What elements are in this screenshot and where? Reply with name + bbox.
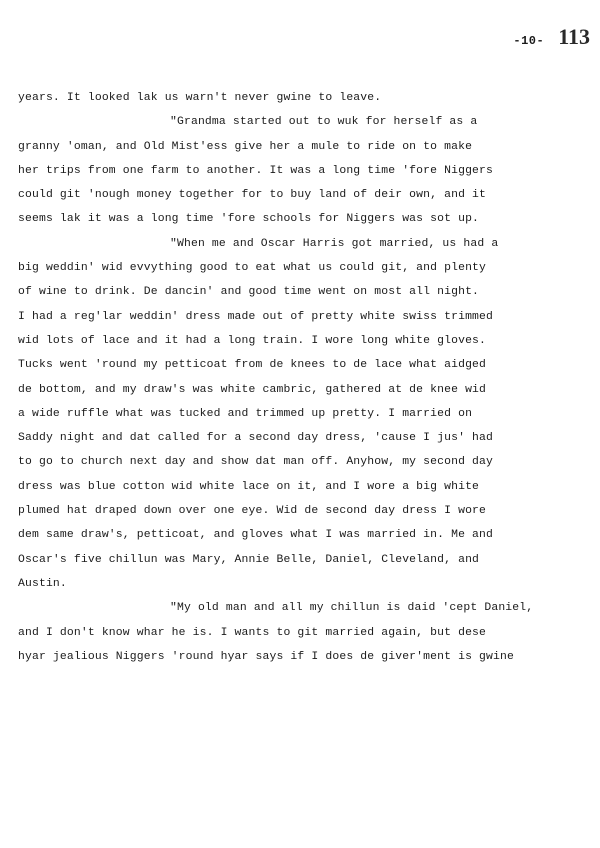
page-marker: -10- <box>513 34 545 48</box>
text-line: Oscar's five chillun was Mary, Annie Belle, Daniel, Cleveland, and <box>18 553 480 566</box>
text-line: dress was blue cotton wid white lace on it, and I wore a big white <box>18 480 480 493</box>
text-line: de bottom, and my draw's was white cambric, gathered at de knee wid <box>18 383 487 396</box>
text-line: her trips from one farm to another. It was a long time 'fore Niggers <box>18 164 494 177</box>
text-line: and I don't know whar he is. I wants to git married again, but dese <box>18 626 487 639</box>
text-line: Austin. <box>18 577 67 590</box>
text-line: wid lots of lace and it had a long train. I wore long white gloves. <box>18 334 487 347</box>
text-line: of wine to drink. De dancin' and good time went on most all night. <box>18 286 480 299</box>
text-line: to go to church next day and show dat man off. Anyhow, my second day <box>18 456 494 469</box>
paragraph-start-line: "Grandma started out to wuk for herself as a <box>170 116 478 129</box>
text-line: a wide ruffle what was tucked and trimmed up pretty. I married on <box>18 407 473 420</box>
text-line: dem same draw's, petticoat, and gloves what I was married in. Me and <box>18 529 494 542</box>
page-number: 113 <box>558 24 590 49</box>
text-line: years. It looked lak us warn't never gwine to leave. <box>18 92 382 104</box>
text-line: I had a reg'lar weddin' dress made out of pretty white swiss trimmed <box>18 310 494 323</box>
paragraph-start-line: "My old man and all my chillun is daid 'cept Daniel, <box>170 602 534 615</box>
text-line: plumed hat draped down over one eye. Wid de second day dress I wore <box>18 505 487 518</box>
text-line: could git 'nough money together for to buy land of deir own, and it <box>18 189 487 202</box>
text-line: granny 'oman, and Old Mist'ess give her a mule to ride on to make <box>18 140 473 153</box>
text-line: seems lak it was a long time 'fore schools for Niggers was sot up. <box>18 213 480 226</box>
text-line: big weddin' wid evvything good to eat what us could git, and plenty <box>18 262 487 275</box>
text-line: hyar jealious Niggers 'round hyar says if I does de giver'ment is gwine <box>18 650 514 663</box>
text-line: Tucks went 'round my petticoat from de knees to de lace what aidged <box>18 359 487 372</box>
page-header <box>513 24 590 50</box>
transcript-body <box>18 86 578 669</box>
text-line: Saddy night and dat called for a second day dress, 'cause I jus' had <box>18 432 494 445</box>
paragraph-start-line: "When me and Oscar Harris got married, us had a <box>170 237 499 250</box>
